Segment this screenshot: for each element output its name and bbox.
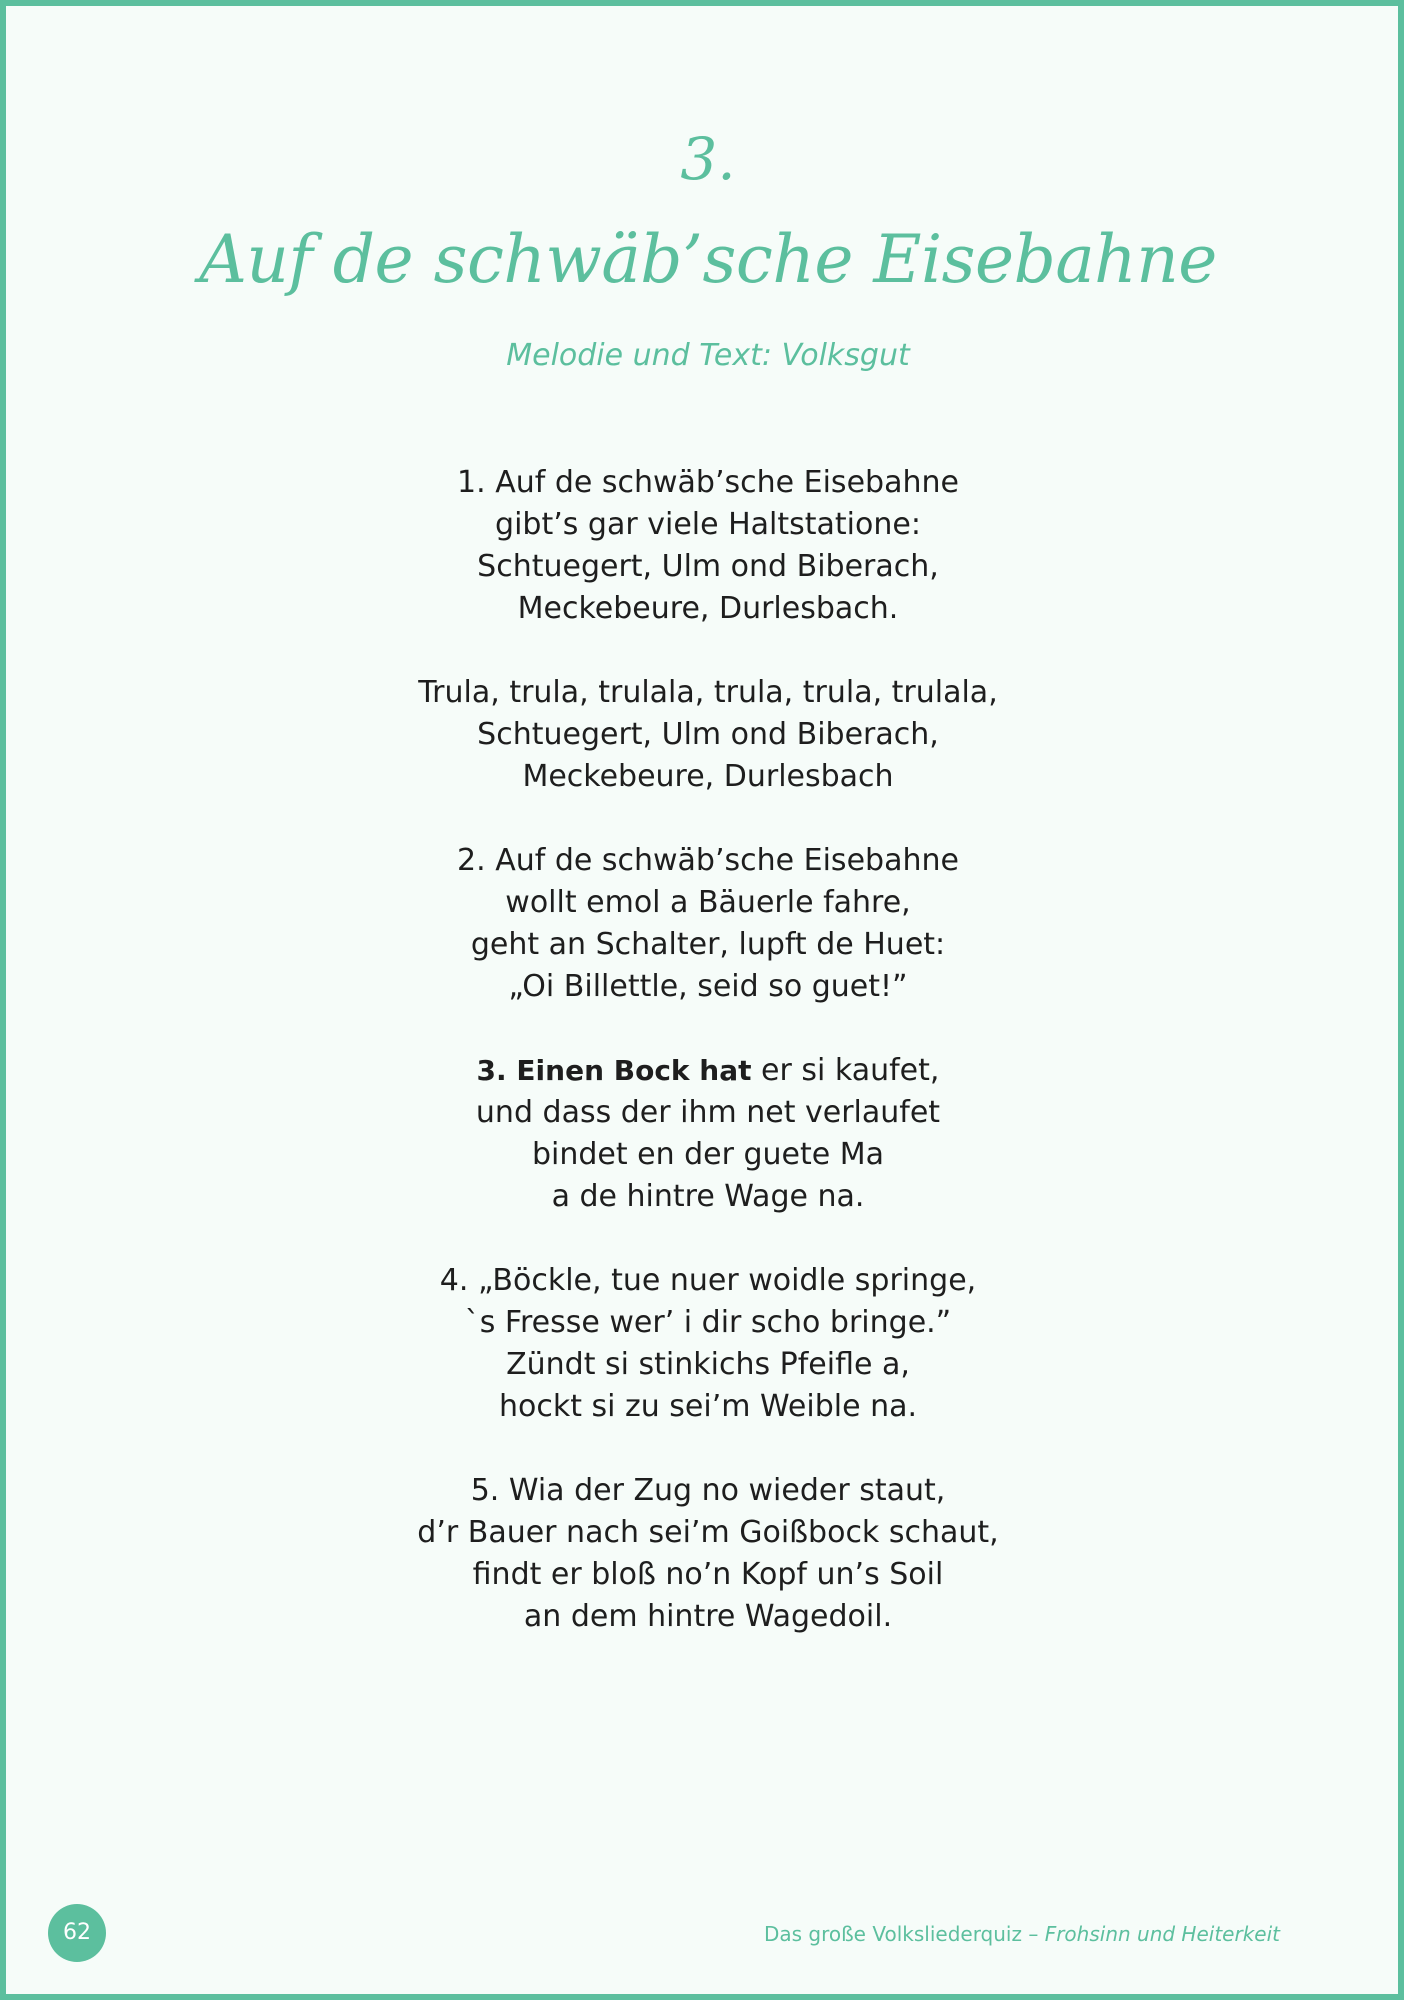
lyric-line: 5. Wia der Zug no wieder staut, xyxy=(470,1473,946,1508)
lyric-line: und dass der ihm net verlaufet xyxy=(475,1095,941,1130)
footer-book-title xyxy=(764,1920,1280,1948)
lyric-line: Schtuegert, Ulm ond Biberach, xyxy=(477,549,939,584)
lyric-line: Meckebeure, Durlesbach xyxy=(522,759,894,794)
lyric-line: Schtuegert, Ulm ond Biberach, xyxy=(477,717,939,752)
footer-title: Das große Volksliederquiz – xyxy=(763,1922,1045,1946)
lyrics xyxy=(6,462,1404,1680)
lyric-line: `s Fresse wer’ i dir scho bringe.” xyxy=(464,1305,952,1340)
lyric-line: geht an Schalter, lupft de Huet: xyxy=(470,927,946,962)
lyric-line: Meckebeure, Durlesbach. xyxy=(517,591,899,626)
footer-subtitle: Frohsinn und Heiterkeit xyxy=(1044,1922,1280,1946)
lyric-line: a de hintre Wage na. xyxy=(551,1179,865,1214)
song-title: Auf de schwäb’sche Eisebahne xyxy=(199,221,1217,298)
page-number-badge: 62 xyxy=(48,1904,106,1962)
lyric-line-rest: er si kaufet, xyxy=(751,1053,940,1088)
stanza-4 xyxy=(6,1260,1404,1428)
stanza-5 xyxy=(6,1470,1404,1638)
lyric-line: findt er bloß no’n Kopf un’s Soil xyxy=(472,1557,944,1592)
song-credit: Melodie und Text: Volksgut xyxy=(506,338,910,373)
lyric-line: Zündt si stinkichs Pfeifle a, xyxy=(506,1347,910,1382)
lyric-line: 2. Auf de schwäb’sche Eisebahne xyxy=(457,843,959,878)
stanza-2 xyxy=(6,840,1404,1008)
lyric-line: gibt’s gar viele Haltstatione: xyxy=(495,507,921,542)
lyric-line: 4. „Böckle, tue nuer woidle springe, xyxy=(439,1263,977,1298)
refrain xyxy=(6,672,1404,798)
stanza-3 xyxy=(6,1050,1404,1218)
lyric-line: Trula, trula, trulala, trula, trula, trulala, xyxy=(418,675,998,710)
song-number: 3. xyxy=(680,125,736,193)
lyric-bold-phrase: 3. Einen Bock hat xyxy=(476,1054,752,1087)
lyric-line: d’r Bauer nach sei’m Goißbock schaut, xyxy=(417,1515,999,1550)
lyric-line: wollt emol a Bäuerle fahre, xyxy=(505,885,911,920)
lyric-line: 1. Auf de schwäb’sche Eisebahne xyxy=(457,465,959,500)
stanza-1 xyxy=(6,462,1404,630)
lyric-line: hockt si zu sei’m Weible na. xyxy=(498,1389,918,1424)
lyric-line: bindet en der guete Ma xyxy=(531,1137,885,1172)
lyric-line xyxy=(6,1050,1404,1092)
lyric-line: an dem hintre Wagedoil. xyxy=(523,1599,893,1634)
lyric-line: „Oi Billettle, seid so guet!” xyxy=(508,969,908,1004)
